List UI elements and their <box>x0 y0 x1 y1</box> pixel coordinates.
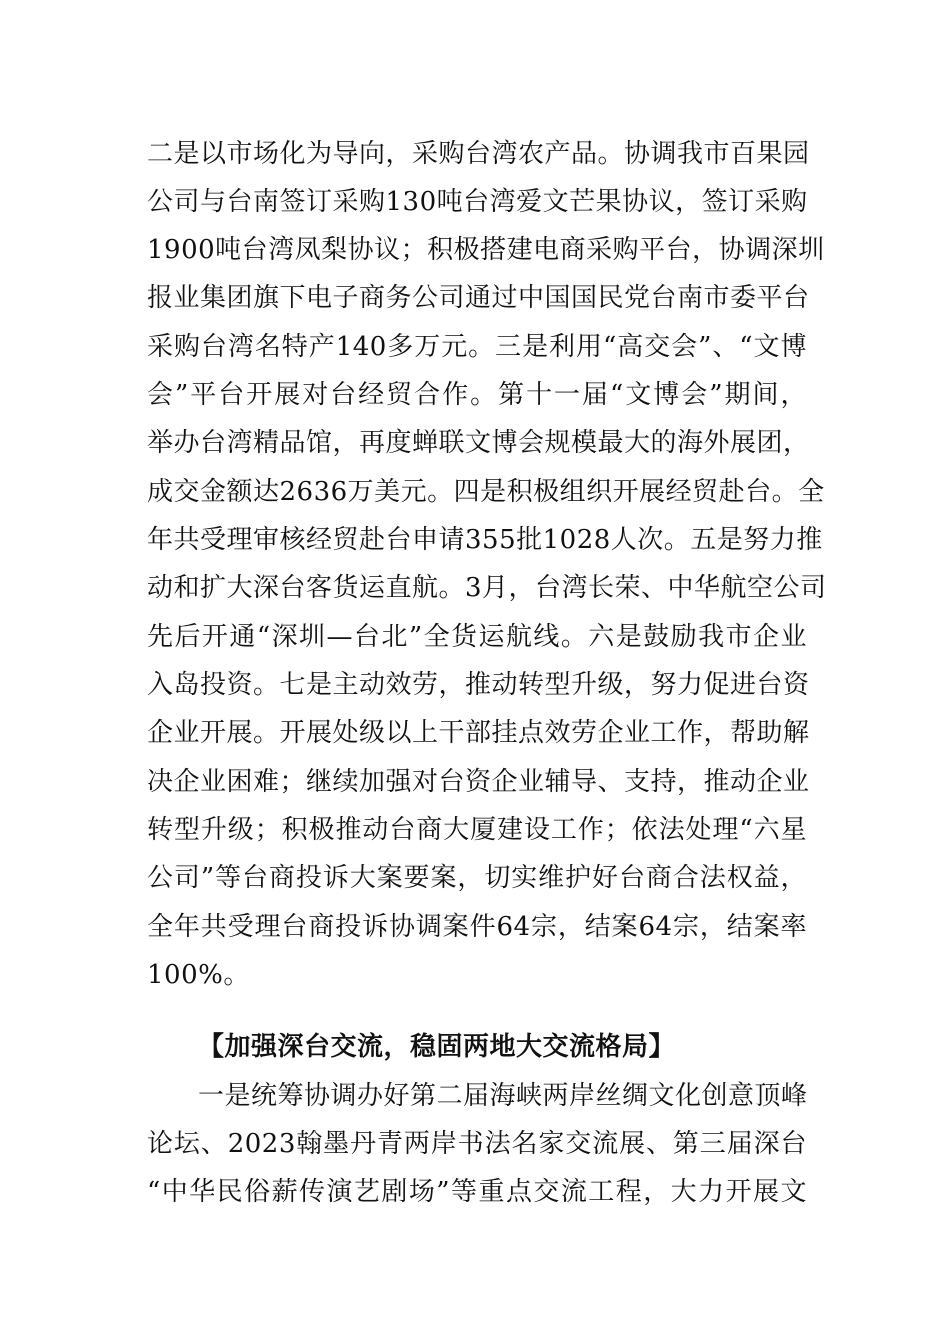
paragraph-line: 企业开展。开展处级以上干部挂点效劳企业工作，帮助解 <box>147 718 810 748</box>
paragraph-line: 举办台湾精品馆，再度蝉联文博会规模最大的海外展团， <box>147 428 810 458</box>
paragraph-line: 全年共受理台商投诉协调案件64宗，结案64宗，结案率 <box>147 912 807 942</box>
paragraph-line: 采购台湾名特产140多万元。三是利用“高交会”、“文博 <box>147 332 807 362</box>
paragraph-line: 动和扩大深台客货运直航。3月，台湾长荣、中华航空公司 <box>147 573 827 603</box>
paragraph-line: 成交金额达2636万美元。四是积极组织开展经贸赴台。全 <box>147 477 825 507</box>
paragraph-line: 转型升级；积极推动台商大厦建设工作；依法处理“六星 <box>147 815 807 845</box>
paragraph-line: 决企业困难；继续加强对台资企业辅导、支持，推动企业 <box>147 767 810 797</box>
paragraph-line: 会”平台开展对台经贸合作。第十一届“文博会”期间， <box>147 380 807 410</box>
section-paragraph-line: 论坛、2023翰墨丹青两岸书法名家交流展、第三届深台 <box>147 1129 807 1159</box>
paragraph-line: 报业集团旗下电子商务公司通过中国国民党台南市委平台 <box>147 283 810 313</box>
section-paragraph-line: 一是统筹协调办好第二届海峡两岸丝绸文化创意顶峰 <box>198 1081 808 1111</box>
paragraph-line: 入岛投资。七是主动效劳，推动转型升级，努力促进台资 <box>147 670 810 700</box>
paragraph-line: 公司”等台商投诉大案要案，切实维护好台商合法权益， <box>147 863 807 893</box>
section-paragraph-line: “中华民俗薪传演艺剧场”等重点交流工程，大力开展文 <box>147 1177 807 1207</box>
paragraph-line: 公司与台南签订采购130吨台湾爱文芒果协议，签订采购 <box>147 187 808 217</box>
section-heading: 【加强深台交流，稳固两地大交流格局】 <box>198 1032 676 1062</box>
paragraph-line: 1900吨台湾凤梨协议；积极搭建电商采购平台，协调深圳 <box>147 235 825 265</box>
paragraph-line: 年共受理审核经贸赴台申请355批1028人次。五是努力推 <box>147 525 823 555</box>
paragraph-line: 100%。 <box>147 960 250 990</box>
paragraph-line: 二是以市场化为导向，采购台湾农产品。协调我市百果园 <box>147 139 810 169</box>
paragraph-line: 先后开通“深圳—台北”全货运航线。六是鼓励我市企业 <box>147 622 807 652</box>
